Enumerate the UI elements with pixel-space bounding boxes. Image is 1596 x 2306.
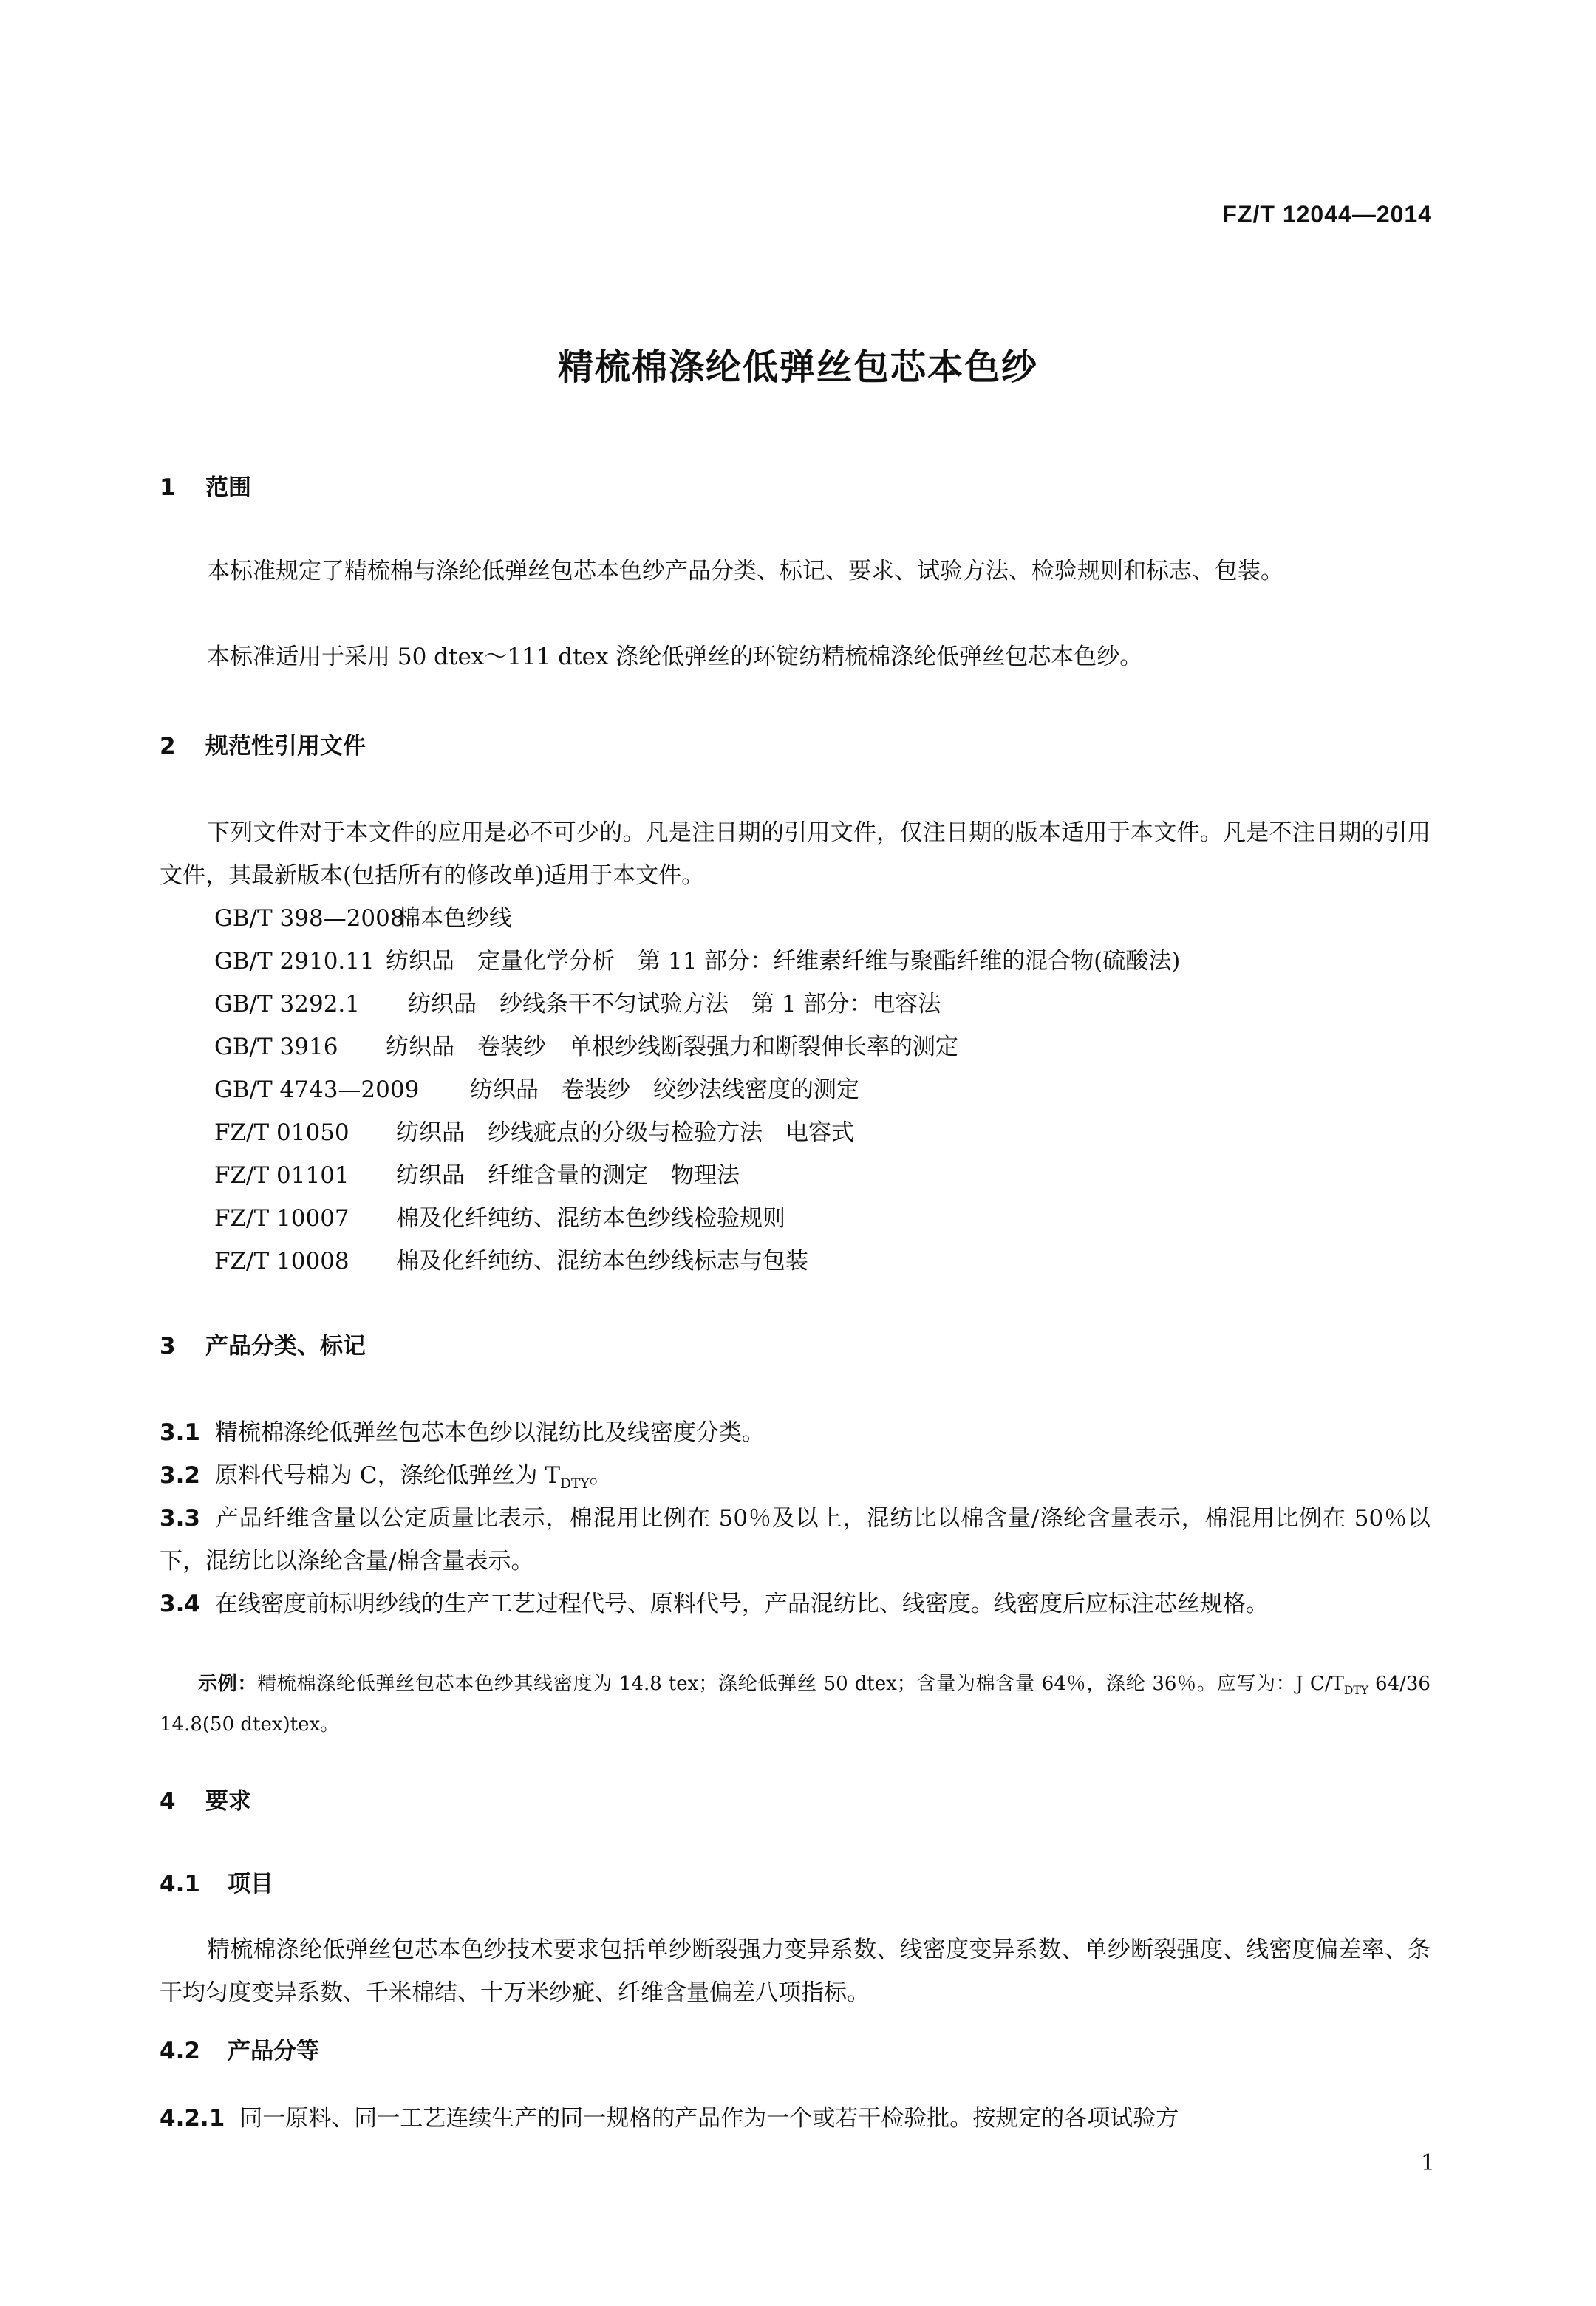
subsection-4-2-heading	[160, 2036, 1430, 2066]
section-1-paragraph-2: 本标准适用于采用 50 dtex～111 dtex 涤纶低弹丝的环锭纺精梳棉涤纶低弹丝包芯本色纱。	[207, 644, 1143, 670]
reference-item	[214, 1068, 1433, 1111]
reference-code: GB/T 4743—2009	[214, 1077, 420, 1103]
subsection-4-1-heading	[160, 1869, 1430, 1899]
clause-text: 原料代号棉为 C，涤纶低弹丝为 T	[214, 1462, 561, 1489]
reference-code: GB/T 3292.1	[214, 991, 360, 1017]
section-number: 4	[160, 1788, 176, 1815]
reference-code: FZ/T 01101	[214, 1162, 349, 1189]
document-code: FZ/T 12044—2014	[1222, 201, 1432, 228]
reference-name: 棉及化纤纯纺、混纺本色纱线标志与包装	[396, 1248, 808, 1275]
section-1-heading	[160, 473, 1430, 502]
reference-item	[214, 983, 1433, 1026]
clause-number: 4.2.1	[160, 2105, 225, 2132]
reference-item	[214, 940, 1433, 983]
subsection-title: 项目	[228, 1871, 273, 1897]
example-label: 示例：	[198, 1673, 258, 1695]
section-title: 产品分类、标记	[205, 1333, 366, 1360]
example-note	[160, 1667, 1430, 1742]
clause-3-1	[160, 1411, 1430, 1454]
section-title: 范围	[205, 474, 251, 501]
clause-text: 产品纤维含量以公定质量比表示，棉混用比例在 50％及以上，混纺比以棉含量/涤纶含量表示，棉混用比例在 50％以下，混纺比以涤纶含量/棉含量表示。	[160, 1505, 1430, 1575]
reference-name: 纺织品 卷装纱 单根纱线断裂强力和断裂伸长率的测定	[386, 1034, 958, 1060]
clause-text: 精梳棉涤纶低弹丝包芯本色纱以混纺比及线密度分类。	[214, 1419, 765, 1446]
reference-item	[214, 897, 1433, 940]
section-title: 要求	[205, 1788, 251, 1815]
section-4-heading	[160, 1787, 1430, 1816]
clause-number: 3.1	[160, 1419, 200, 1446]
subsection-title: 产品分等	[228, 2038, 319, 2064]
reference-name: 棉本色纱线	[398, 905, 512, 932]
reference-item	[214, 1240, 1433, 1283]
reference-code: FZ/T 10007	[214, 1205, 349, 1232]
clause-3-3	[160, 1497, 1430, 1583]
example-text: 精梳棉涤纶低弹丝包芯本色纱其线密度为 14.8 tex；涤纶低弹丝 50 dtex；含量为棉含量 64％，涤纶 36％。应写为：J C/T	[257, 1673, 1344, 1695]
subscript: DTY	[560, 1476, 590, 1493]
reference-item	[214, 1154, 1433, 1197]
subsection-4-1-paragraph: 精梳棉涤纶低弹丝包芯本色纱技术要求包括单纱断裂强力变异系数、线密度变异系数、单纱断裂强度、线密度偏差率、条干均匀度变异系数、千米棉结、十万米纱疵、纤维含量偏差八项指标。	[160, 1937, 1430, 2006]
example-text-end: 64/36 14.8(50 dtex)tex。	[160, 1673, 1430, 1736]
clause-text: 在线密度前标明纱线的生产工艺过程代号、原料代号，产品混纺比、线密度。线密度后应标注芯丝规格。	[214, 1591, 1269, 1617]
reference-code: GB/T 2910.11	[214, 948, 375, 975]
reference-code: GB/T 3916	[214, 1034, 338, 1060]
section-2-heading	[160, 731, 1430, 761]
reference-code: FZ/T 10008	[214, 1248, 349, 1275]
reference-name: 纺织品 卷装纱 绞纱法线密度的测定	[470, 1077, 859, 1103]
section-2-intro: 下列文件对于本文件的应用是必不可少的。凡是注日期的引用文件，仅注日期的版本适用于本文件。凡是不注日期的引用文件，其最新版本(包括所有的修改单)适用于本文件。	[160, 819, 1430, 889]
reference-name: 纺织品 纤维含量的测定 物理法	[396, 1162, 740, 1189]
section-1-paragraph-1: 本标准规定了精梳棉与涤纶低弹丝包芯本色纱产品分类、标记、要求、试验方法、检验规则和标志、包装。	[207, 558, 1283, 584]
reference-item	[214, 1026, 1433, 1068]
reference-item	[214, 1197, 1433, 1240]
section-number: 1	[160, 474, 176, 501]
reference-item	[214, 1111, 1433, 1154]
reference-code: FZ/T 01050	[214, 1119, 349, 1146]
section-title: 规范性引用文件	[205, 733, 366, 760]
reference-name: 纺织品 纱线疵点的分级与检验方法 电容式	[396, 1119, 854, 1146]
clause-text-end: 。	[589, 1462, 613, 1489]
reference-name: 纺织品 纱线条干不匀试验方法 第 1 部分：电容法	[408, 991, 941, 1017]
clause-3-4	[160, 1583, 1430, 1626]
reference-code: GB/T 398—2008	[214, 905, 405, 932]
subsection-number: 4.2	[160, 2038, 200, 2064]
normative-reference-list	[214, 897, 1433, 1283]
section-3-heading	[160, 1331, 1430, 1361]
reference-name: 棉及化纤纯纺、混纺本色纱线检验规则	[396, 1205, 785, 1232]
section-number: 2	[160, 733, 176, 760]
subscript: DTY	[1343, 1684, 1369, 1698]
clause-number: 3.3	[160, 1505, 200, 1532]
clause-number: 3.2	[160, 1462, 200, 1489]
clause-number: 3.4	[160, 1591, 200, 1617]
reference-name: 纺织品 定量化学分析 第 11 部分：纤维素纤维与聚酯纤维的混合物(硫酸法)	[386, 948, 1181, 975]
section-number: 3	[160, 1333, 176, 1360]
page-number: 1	[1420, 2150, 1435, 2176]
document-title: 精梳棉涤纶低弹丝包芯本色纱	[557, 347, 1038, 388]
subsection-number: 4.1	[160, 1871, 200, 1897]
clause-text: 同一原料、同一工艺连续生产的同一规格的产品作为一个或若干检验批。按规定的各项试验方	[239, 2105, 1179, 2132]
clause-4-2-1	[160, 2097, 1423, 2140]
